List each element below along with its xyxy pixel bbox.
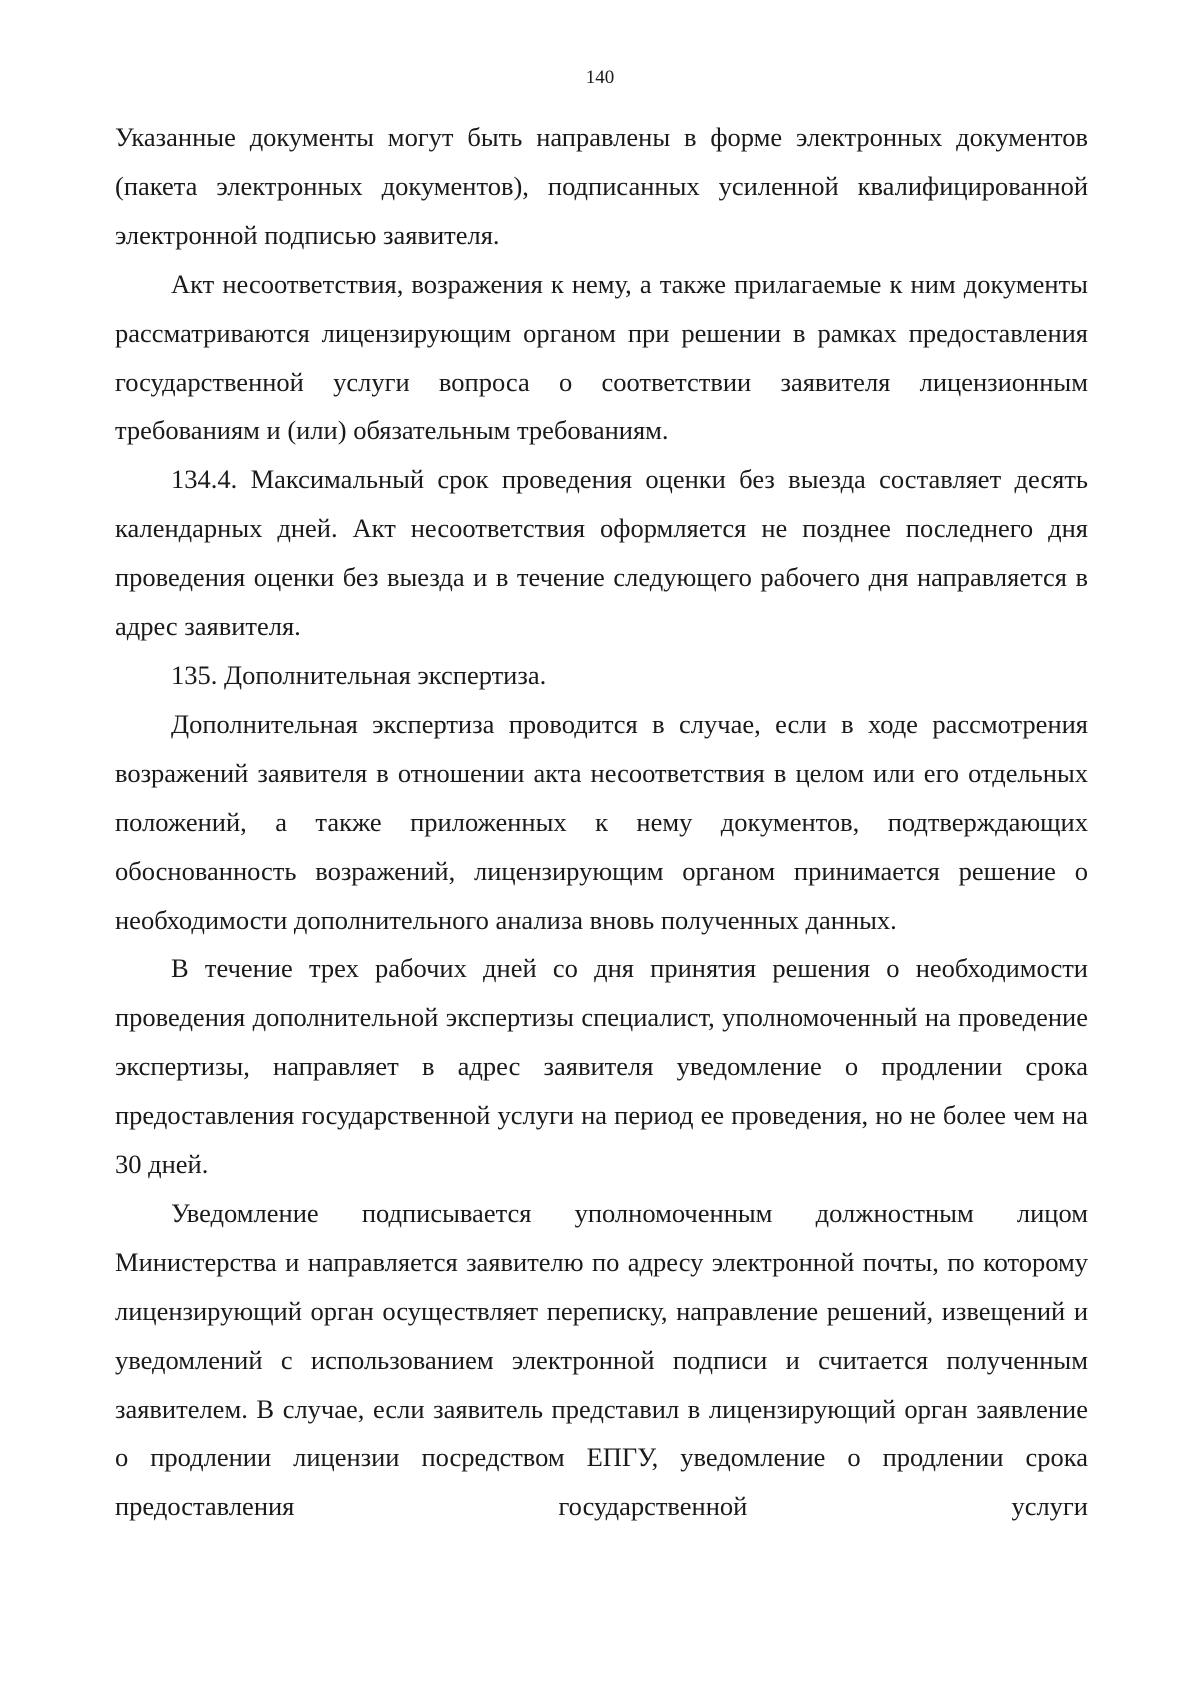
paragraph-extension-notice: В течение трех рабочих дней со дня принятия решения о необходимости проведения дополнительной экспертизы специалист, уполномоченный на проведение экспертизы, направляет в адрес заявителя уведомление о продлении срока предоставления государственной услуги на период ее проведения, но не более чем на 30 дней.: [115, 953, 1088, 1180]
paragraph-additional-expertise-conditions: Дополнительная экспертиза проводится в случае, если в ходе рассмотрения возражений заявителя в отношении акта несоответствия в целом или его отдельных положений, а также приложенных к нему документов, подтверждающих обоснованность возражений, лицензирующим органом принимается решение о необходимости дополнительного анализа вновь полученных данных.: [115, 708, 1088, 935]
paragraph-documents-electronic-form: Указанные документы могут быть направлены в форме электронных документов (пакета электронных документов), подписанных усиленной квалифицированной электронной подписью заявителя.: [115, 122, 1088, 250]
page-number: 140: [585, 67, 615, 88]
paragraph-135-heading: 135. Дополнительная экспертиза.: [171, 659, 547, 690]
paragraph-notice-signing: Уведомление подписывается уполномоченным должностным лицом Министерства и направляется заявителю по адресу электронной почты, по которому лицензирующий орган осуществляет переписку, направление решений, извещений и уведомлений с использованием электронной подписи и считается полученным заявителем. В случае, если заявитель представил в лицензирующий орган заявление о продлении лицензии посредством ЕПГУ, уведомление о продлении срока предоставления государственной услуги: [115, 1197, 1088, 1522]
paragraph-nonconformity-act-review: Акт несоответствия, возражения к нему, а также прилагаемые к ним документы рассматриваются лицензирующим органом при решении в рамках предоставления государственной услуги вопроса о соответствии заявителя лицензионным требованиям и (или) обязательным требованиям.: [115, 268, 1088, 446]
paragraph-134-4-max-term: 134.4. Максимальный срок проведения оценки без выезда составляет десять календарных дней. Акт несоответствия оформляется не позднее последнего дня проведения оценки без выезда и в течение следующего рабочего дня направляется в адрес заявителя.: [115, 464, 1088, 642]
document-body: [115, 113, 1088, 1531]
